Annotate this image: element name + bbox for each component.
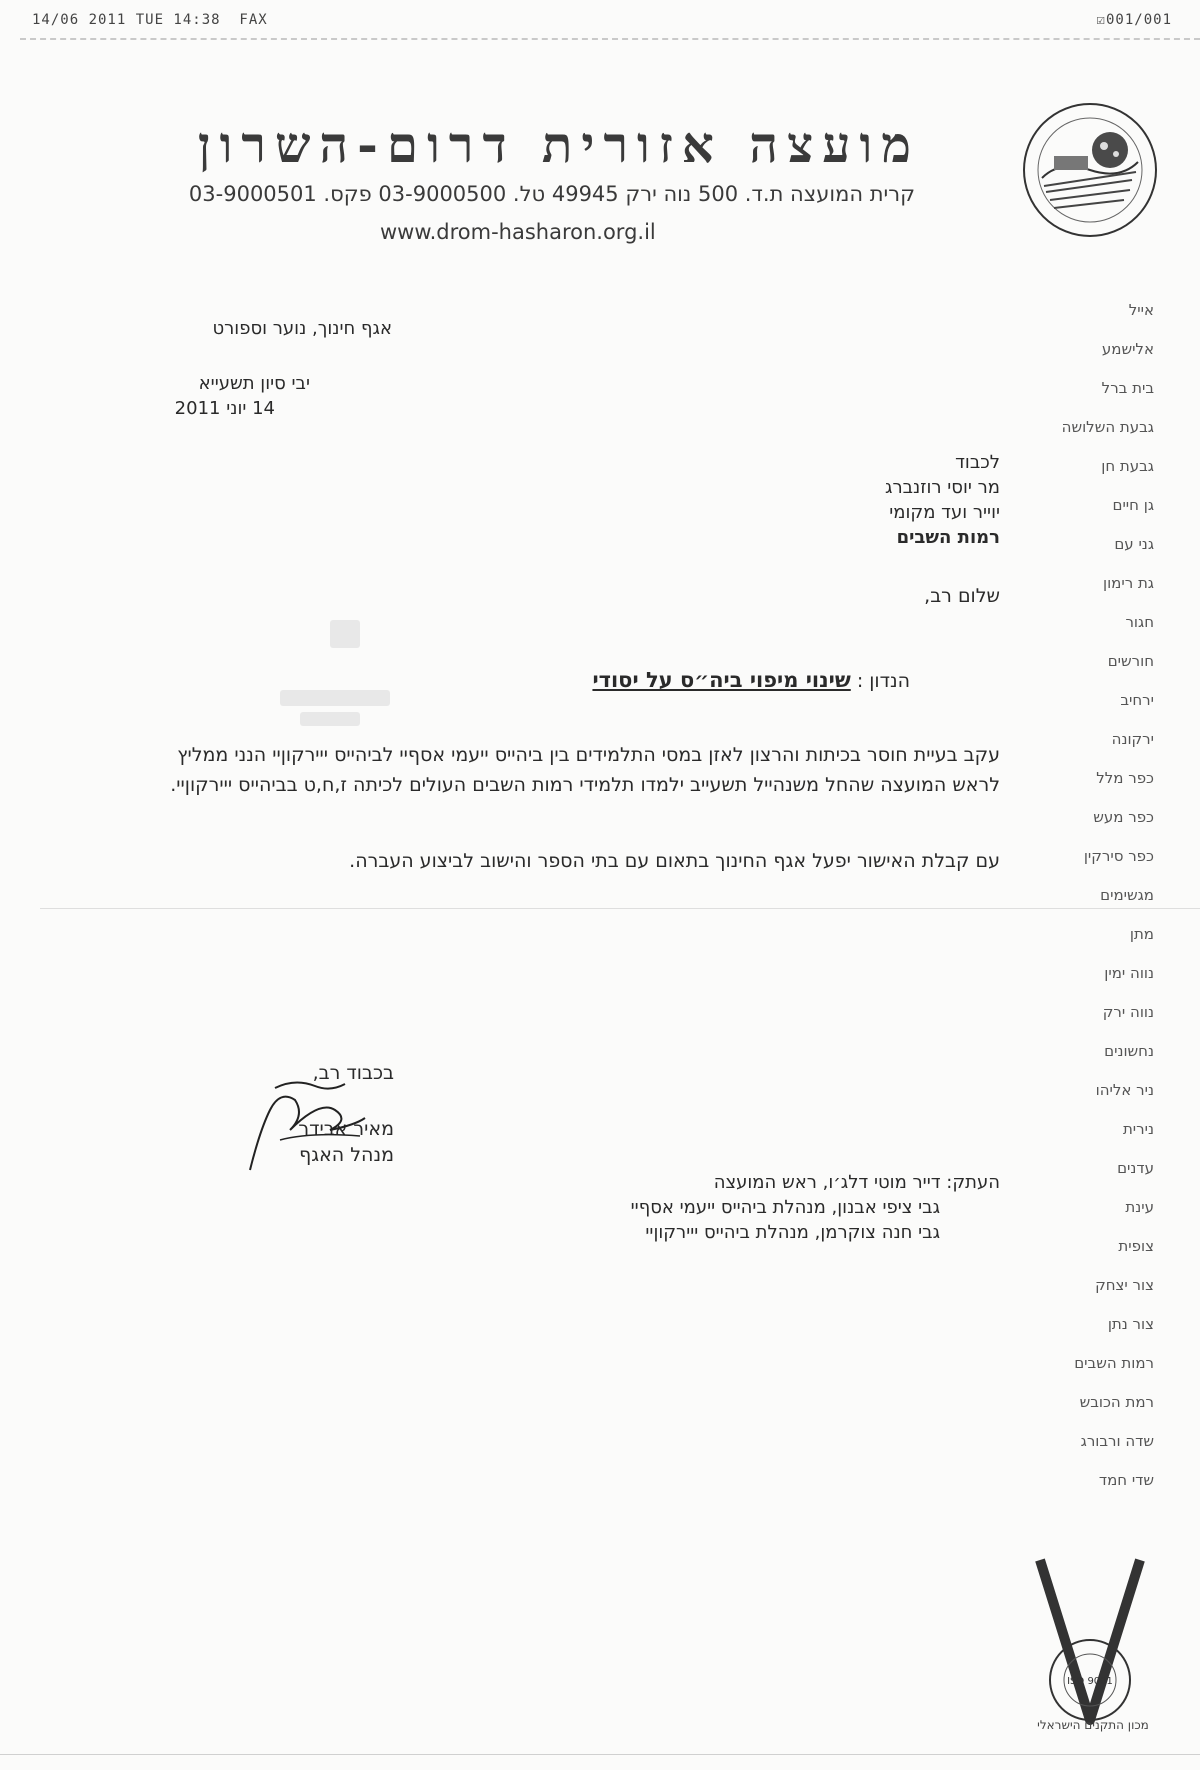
fax-page-counter: ☑001/001 — [1096, 12, 1172, 28]
settlement-item: כפר סירקין — [1083, 847, 1154, 865]
copy-recipient: גבי חנה צוקרמן, מנהלת ביהייס ייירקוןיי — [645, 1222, 940, 1243]
settlements-list — [994, 296, 1154, 1505]
settlement-item: צופית — [1118, 1237, 1154, 1255]
copies-label: העתק: — [946, 1172, 1000, 1193]
council-title: מועצה אזורית דרום-השרון — [197, 115, 920, 174]
recipient-name: מר יוסי רוזנברג — [885, 477, 1000, 498]
greeting: שלום רב, — [924, 585, 1000, 607]
settlement-item: נווה ירק — [1102, 1003, 1154, 1021]
handwritten-signature — [240, 1070, 370, 1180]
council-logo — [1020, 100, 1160, 240]
settlement-item: נווה ימין — [1104, 964, 1154, 982]
fax-transmission-header: 14/06 2011 TUE 14:38 FAX — [32, 12, 268, 28]
settlement-item: חגור — [1125, 613, 1154, 631]
settlement-item: אלישמע — [1101, 340, 1154, 358]
date-gregorian: 14 יוני 2011 — [174, 398, 275, 419]
iso-certification-mark — [1010, 1550, 1170, 1730]
page-bottom-rule — [0, 1754, 1200, 1755]
settlement-item: נחשונים — [1104, 1042, 1154, 1060]
date-hebrew: יבי סיון תשעייא — [198, 373, 310, 394]
settlement-item: חורשים — [1107, 652, 1154, 670]
scan-smudge — [330, 620, 360, 648]
settlement-item: ירחיב — [1120, 691, 1154, 709]
copy-recipient: דייר מוטי דלג׳ו, ראש המועצה — [713, 1172, 941, 1193]
settlement-item: צור יצחק — [1095, 1276, 1154, 1294]
signer-name: מאיר אבידר — [298, 1118, 394, 1140]
settlement-item: שדה ורבורג — [1080, 1432, 1154, 1450]
body-paragraph-1: עקב בעיית חוסר בכיתות והרצון לאזן במסי התלמידים בין ביהייס ייעמי אסףיי לביהייס ייירקוןיי הנני ממליץ לראש המועצה שהחל משנהייל תשעייב ילמדו תלמידי רמות השבים העולים לכיתה ז,ח,ט בביהייס ייירקוןיי. — [170, 744, 1000, 796]
settlement-item: ירקונה — [1111, 730, 1154, 748]
subject-label: הנדון : — [856, 670, 910, 692]
settlement-item: גן חיים — [1112, 496, 1154, 514]
settlement-item: שדי חמד — [1098, 1471, 1154, 1489]
settlement-item: רמת הכובש — [1079, 1393, 1154, 1411]
fax-scan-line — [40, 908, 1200, 909]
signer-title: מנהל האגף — [299, 1144, 394, 1166]
settlement-item: בית ברל — [1101, 379, 1154, 397]
department-name: אגף חינוך, נוער וספורט — [212, 318, 392, 339]
council-website: www.drom-hasharon.org.il — [380, 220, 656, 244]
iso-ring-text: ISO 9001 — [1067, 1676, 1113, 1687]
council-address: קרית המועצה ת.ד. 500 נוה ירק 49945 טל. 03-9000500 פקס. 03-9000501 — [188, 182, 915, 206]
iso-caption: מכון התקנים הישראלי — [1037, 1718, 1149, 1732]
settlement-item: גת רימון — [1103, 574, 1154, 592]
recipient-role: יוייר ועד מקומי — [889, 502, 1000, 523]
settlement-item: מתן — [1129, 925, 1154, 943]
settlement-item: עדנים — [1117, 1159, 1154, 1177]
settlement-item: גני עם — [1114, 535, 1154, 553]
settlement-item: צור נתן — [1107, 1315, 1154, 1333]
recipient-place: רמות השבים — [896, 527, 1000, 548]
settlement-item: ניר אליהו — [1095, 1081, 1154, 1099]
subject-text: שינוי מיפוי ביה״ס על יסודי — [592, 668, 851, 692]
settlement-item: כפר מלל — [1096, 769, 1154, 787]
settlement-item: רמות השבים — [1074, 1354, 1154, 1372]
settlement-item: מגשימים — [1100, 886, 1154, 904]
settlement-item: עינת — [1125, 1198, 1154, 1216]
copies-block — [300, 1170, 1000, 1245]
settlement-item: נירית — [1122, 1120, 1154, 1138]
scan-smudge — [300, 712, 360, 726]
closing-salutation: בכבוד רב, — [312, 1062, 394, 1084]
scan-smudge — [280, 690, 390, 706]
recipient-block — [700, 450, 1000, 550]
subject-line — [210, 668, 910, 692]
settlement-item: כפר מעש — [1093, 808, 1154, 826]
body-paragraph-2: עם קבלת האישור יפעל אגף החינוך בתאום עם בתי הספר והישוב לביצוע העברה. — [349, 850, 1000, 872]
fax-divider — [20, 38, 1200, 40]
settlement-item: גבעת השלושה — [1061, 418, 1154, 436]
recipient-prefix: לכבוד — [955, 452, 1000, 473]
copy-recipient: גבי ציפי אבנון, מנהלת ביהייס ייעמי אסףיי — [630, 1197, 940, 1218]
settlement-item: אייל — [1128, 301, 1154, 319]
settlement-item: גבעת חן — [1101, 457, 1154, 475]
